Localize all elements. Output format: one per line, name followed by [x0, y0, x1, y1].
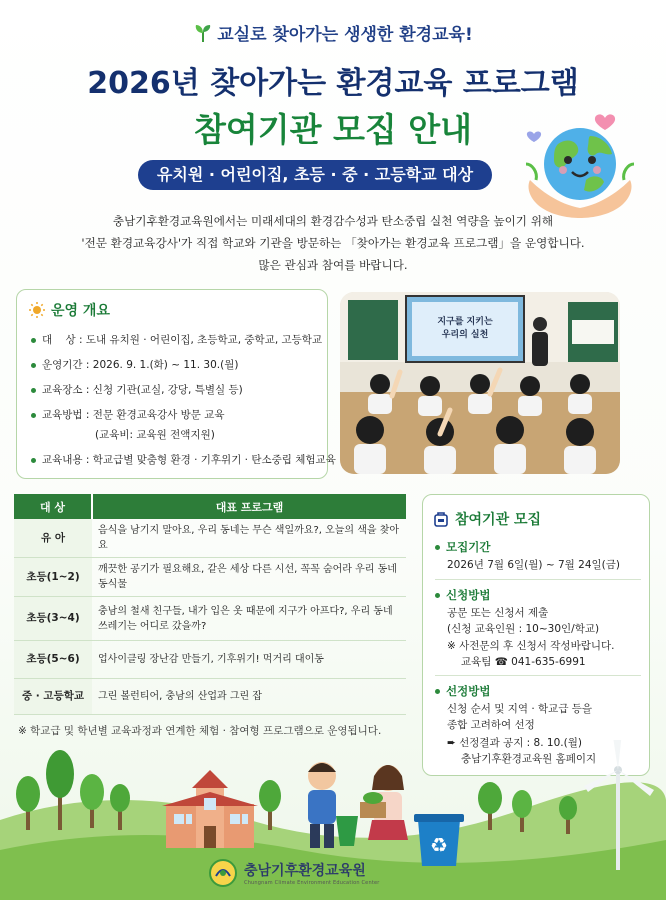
children	[308, 762, 408, 848]
svg-text:♻: ♻	[430, 833, 448, 857]
recruit-contact: 교육팀 ☎ 041-635-6991	[461, 656, 586, 668]
heart-icon	[595, 114, 615, 130]
org-name: 충남기후환경교육원	[244, 863, 366, 879]
overview-value: 전문 환경교육강사 방문 교육	[92, 409, 225, 421]
org-emblem-icon	[208, 858, 238, 888]
overview-value: 도내 유치원 · 어린이집, 초등학교, 중학교, 고등학교	[85, 334, 323, 346]
overview-label: 대 상	[42, 334, 76, 346]
overview-title	[29, 300, 110, 320]
target-badge: 유치원 · 어린이집, 초등 · 중 · 고등학교 대상	[138, 160, 492, 190]
recruit-method-note: ※ 사전문의 후 신청서 작성바랍니다.	[447, 640, 615, 652]
table-cell-target: 유 아	[14, 519, 92, 558]
overview-label: 운영기간	[42, 359, 83, 371]
earth-hands-illustration	[520, 104, 650, 224]
table-row	[14, 519, 406, 558]
overview-value: 2026. 9. 1.(화) ~ 11. 30.(월)	[92, 359, 239, 371]
table-cell-program: 그린 볼런티어, 충남의 산업과 그린 잡	[92, 679, 406, 715]
recruit-select-note: ➨ 선정결과 공지 : 8. 10.(월)	[447, 737, 582, 749]
tagline-text: 교실로 찾아가는 생생한 환경교육!	[217, 25, 473, 45]
overview-item: 교육장소 : 신청 기관(교실, 강당, 특별실 등)	[31, 382, 243, 397]
overview-value: 신청 기관(교실, 강당, 특별실 등)	[92, 384, 243, 396]
table-header-row	[14, 494, 406, 519]
recruit-title	[433, 509, 541, 529]
intro-text	[20, 210, 646, 276]
org-logo	[208, 858, 380, 888]
table-cell-target: 중 · 고등학교	[14, 679, 92, 715]
recycle-bin	[414, 814, 464, 866]
table-header: 대 상	[14, 494, 92, 519]
table-cell-target: 초등(5~6)	[14, 641, 92, 679]
tagline	[0, 20, 666, 45]
recruit-period-value: 2026년 7월 6일(월) ~ 7월 24일(금)	[447, 559, 620, 571]
recruit-method-line: (신청 교육인원 : 10~30인/학교)	[447, 623, 600, 635]
table-cell-program: 깨끗한 공기가 필요해요, 같은 세상 다른 시선, 꼭꼭 숨어라 우리 동네 동식물	[92, 558, 406, 597]
overview-item: 교육내용 : 학교급별 맞춤형 환경 · 기후위기 · 탄소중립 체험교육	[31, 452, 336, 467]
page-title: 2026년 찾아가는 환경교육 프로그램	[87, 66, 579, 101]
overview-value: 학교급별 맞춤형 환경 · 기후위기 · 탄소중립 체험교육	[92, 454, 336, 466]
overview-label: 교육내용	[42, 454, 83, 466]
recruit-method-label: 신청방법	[435, 587, 490, 603]
recruit-select-label: 선정방법	[435, 683, 490, 699]
school-bag-icon	[433, 511, 449, 527]
intro-line: 충남기후환경교육원에서는 미래세대의 환경감수성과 탄소중립 실천 역량을 높이기 위해	[112, 214, 554, 228]
overview-label: 교육방법	[42, 409, 83, 421]
recruit-card	[422, 494, 650, 776]
table-row	[14, 641, 406, 679]
program-table	[14, 494, 406, 715]
table-header: 대표 프로그램	[92, 494, 406, 519]
classroom-photo	[340, 292, 620, 474]
school-building	[162, 770, 258, 848]
table-cell-program: 충남의 철새 친구들, 내가 입은 옷 때문에 지구가 아프다?, 우리 동네 쓰레기는 어디로 갔을까?	[92, 597, 406, 641]
table-cell-program: 업사이클링 장난감 만들기, 기후위기! 먹거리 대이동	[92, 641, 406, 679]
table-row	[14, 679, 406, 715]
sprout-icon	[193, 23, 213, 43]
table-cell-target: 초등(1~2)	[14, 558, 92, 597]
overview-value: (교육비: 교육원 전액지원)	[95, 429, 215, 441]
table-row	[14, 597, 406, 641]
table-cell-target: 초등(3~4)	[14, 597, 92, 641]
overview-card	[16, 289, 336, 479]
intro-line: '전문 환경교육강사'가 직접 학교와 기관을 방문하는 「찾아가는 환경교육 프로그램」을 운영합니다.	[81, 236, 585, 250]
board-text: 우리의 실천	[441, 330, 489, 340]
overview-item: 대 상 : 도내 유치원 · 어린이집, 초등학교, 중학교, 고등학교	[31, 332, 322, 347]
recruit-select-note: 충남기후환경교육원 홈페이지	[461, 753, 597, 765]
overview-subitem	[95, 427, 215, 442]
recruit-select-line: 신청 순서 및 지역 · 학교급 등을	[447, 703, 593, 715]
recruit-method-line: 공문 또는 신청서 제출	[447, 607, 549, 619]
overview-label: 교육장소	[42, 384, 83, 396]
table-cell-program: 음식을 남기지 말아요, 우리 동네는 무슨 색일까요?, 오늘의 색을 찾아요	[92, 519, 406, 558]
table-note: ※ 학교급 및 학년별 교육과정과 연계한 체험 · 참여형 프로그램으로 운영됩니다.	[18, 725, 382, 737]
recruit-select-line: 종합 고려하여 선정	[447, 719, 535, 731]
page-subtitle: 참여기관 모집 안내	[193, 110, 472, 149]
divider	[435, 579, 641, 580]
recruit-period-label: 모집기간	[435, 539, 490, 555]
board-text: 지구를 지키는	[437, 317, 493, 327]
org-name-en: Chungnam Climate Environment Education Center	[244, 880, 380, 886]
recruit-title-text: 참여기관 모집	[455, 512, 542, 528]
divider	[435, 675, 641, 676]
overview-item: 운영기간 : 2026. 9. 1.(화) ~ 11. 30.(월)	[31, 357, 238, 372]
sun-icon	[29, 302, 45, 318]
overview-title-text: 운영 개요	[51, 303, 110, 319]
heart-icon	[527, 131, 541, 142]
overview-item: 교육방법 : 전문 환경교육강사 방문 교육	[31, 407, 225, 422]
intro-line: 많은 관심과 참여를 바랍니다.	[258, 258, 408, 272]
table-row	[14, 558, 406, 597]
